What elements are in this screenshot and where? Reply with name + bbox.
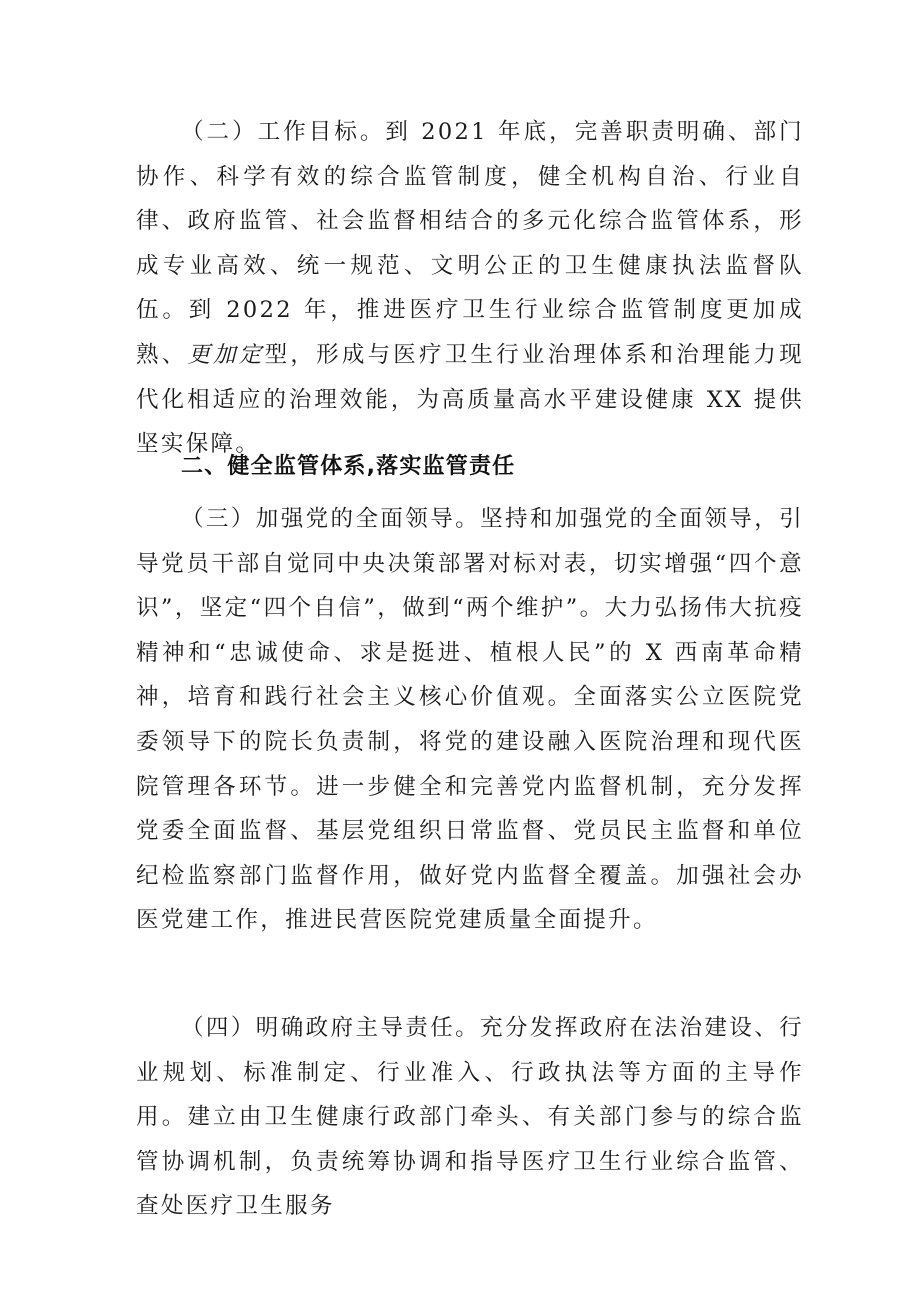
paragraph-party-leadership: （三）加强党的全面领导。坚持和加强党的全面领导，引导党员干部自觉同中央决策部署对标对表，切实增强“四个意识”，坚定“四个自信”，做到“两个维护”。大力弘扬伟大抗疫精神和“忠诚使命、求是挺进、植根人民”的 X 西南革命精神，培育和践行社会主义核心价值观。全面落实公立医院党委领导下的院长负责制，将党的建设融入医院治理和现代医院管理各环节。进一步健全和完善党内监督机制，充分发挥党委全面监督、基层党组织日常监督、党员民主监督和单位纪检监察部门监督作用，做好党内监督全覆盖。加强社会办医党建工作，推进民营医院党建质量全面提升。 [136,506,804,934]
paragraph-government-responsibility: （四）明确政府主导责任。充分发挥政府在法治建设、行业规划、标准制定、行业准入、行政执法等方面的主导作用。建立由卫生健康行政部门牵头、有关部门参与的综合监管协调机制，负责统筹协调和指导医疗卫生行业综合监管、查处医疗卫生服务 [136,1015,804,1220]
section-heading: 二、健全监管体系,落实监管责任 [181,454,516,479]
paragraph-text: 型，形成与医疗卫生行业治理体系和治理能力现代化相适应的治理效能，为高质量高水平建设健康 XX 提供坚实保障。 [136,341,804,458]
italic-text: 更加定 [187,341,265,368]
paragraph-text: （二）工作目标。到 2021 年底，完善职责明确、部门协作、科学有效的综合监管制度，健全机构自治、行业自律、政府监管、社会监督相结合的多元化综合监管体系，形成专业高效、统一规范、文明公正的卫生健康执法监督队伍。到 2022 年，推进医疗卫生行业综合监管制度更加成熟、 [136,119,804,368]
paragraph-work-goal [136,110,804,470]
